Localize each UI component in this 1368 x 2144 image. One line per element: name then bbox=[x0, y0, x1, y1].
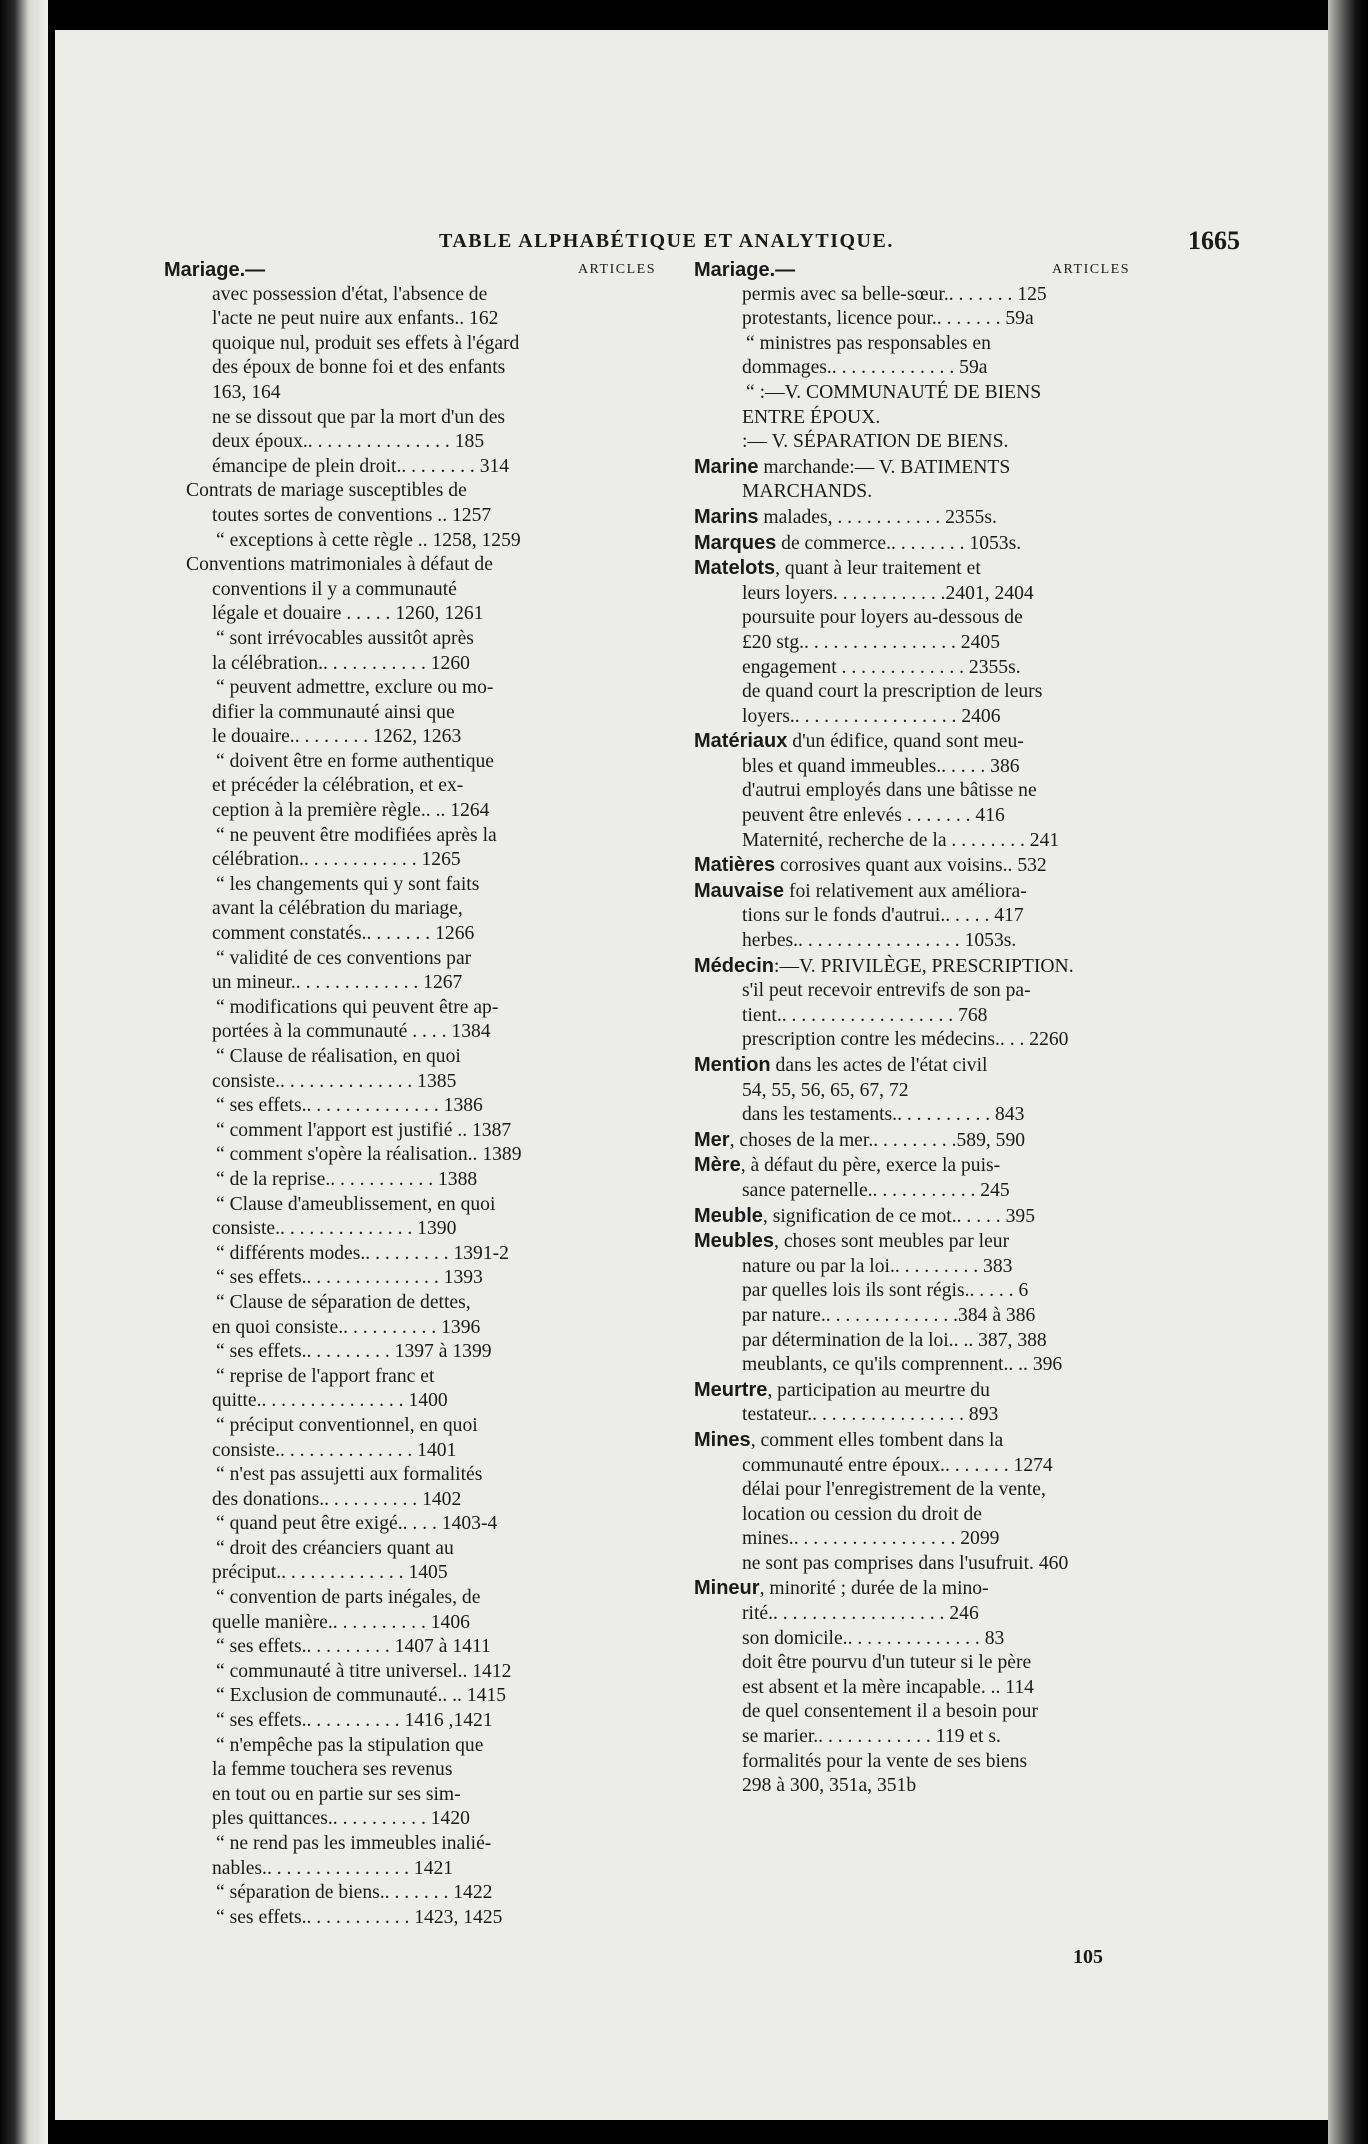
index-line: des époux de bonne foi et des enfants bbox=[212, 357, 506, 379]
index-line: 298 à 300, 351a, 351b bbox=[742, 1775, 917, 1797]
index-line: nables.. . . . . . . . . . . . . . . 1421 bbox=[212, 1857, 454, 1879]
index-line: célébration.. . . . . . . . . . . . 1265 bbox=[212, 849, 461, 871]
index-line: “ n'empêche pas la stipulation que bbox=[216, 1734, 484, 1756]
index-line: “ ses effets.. . . . . . . . . 1407 à 1411 bbox=[216, 1636, 491, 1658]
index-line: herbes.. . . . . . . . . . . . . . . . . 1053s. bbox=[742, 930, 1017, 952]
index-line: “ comment s'opère la réalisation.. 1389 bbox=[216, 1144, 522, 1166]
articles-label: ARTICLES bbox=[1051, 262, 1130, 277]
index-line: Marine marchande:— V. BATIMENTS bbox=[694, 455, 1011, 478]
index-line: nature ou par la loi.. . . . . . . . . 383 bbox=[742, 1255, 1013, 1277]
index-entries bbox=[694, 283, 1130, 1799]
index-line: consiste.. . . . . . . . . . . . . . 1385 bbox=[212, 1070, 457, 1092]
index-line: £20 stg.. . . . . . . . . . . . . . . . 2405 bbox=[742, 631, 1000, 653]
index-line: la femme touchera ses revenus bbox=[212, 1759, 453, 1781]
index-line: “ ses effets.. . . . . . . . . 1397 à 1399 bbox=[216, 1341, 492, 1363]
index-line: “ ministres pas responsables en bbox=[746, 332, 991, 354]
index-line: engagement . . . . . . . . . . . . . 2355s. bbox=[742, 656, 1021, 678]
index-line: MARCHANDS. bbox=[742, 481, 873, 503]
index-line: “ communauté à titre universel.. 1412 bbox=[216, 1660, 512, 1682]
index-line: s'il peut recevoir entrevifs de son pa- bbox=[742, 980, 1031, 1002]
index-line: émancipe de plein droit.. . . . . . . . 314 bbox=[212, 455, 510, 477]
index-line: “ ses effets.. . . . . . . . . . . . . . 1386 bbox=[216, 1095, 483, 1117]
index-line: peuvent être enlevés . . . . . . . 416 bbox=[742, 805, 1005, 827]
index-line: tient.. . . . . . . . . . . . . . . . . . 768 bbox=[742, 1004, 988, 1026]
index-line: “ ses effets.. . . . . . . . . . . 1423, 1425 bbox=[216, 1906, 503, 1928]
index-line: comment constatés.. . . . . . . 1266 bbox=[212, 923, 475, 945]
index-line: Marques de commerce.. . . . . . . . 1053s. bbox=[694, 531, 1022, 554]
index-line: est absent et la mère incapable. .. 114 bbox=[742, 1676, 1034, 1698]
index-line: ne se dissout que par la mort d'un des bbox=[212, 406, 506, 428]
index-line: ENTRE ÉPOUX. bbox=[742, 406, 881, 428]
index-line: bles et quand immeubles.. . . . . 386 bbox=[742, 755, 1020, 777]
index-line: “ sont irrévocables aussitôt après bbox=[216, 627, 474, 649]
index-line: “ quand peut être exigé.. . . . 1403-4 bbox=[216, 1513, 498, 1535]
index-line: Médecin:—V. PRIVILÈGE, PRESCRIPTION. bbox=[694, 954, 1074, 977]
index-line: poursuite pour loyers au-dessous de bbox=[742, 607, 1023, 629]
index-line: “ préciput conventionnel, en quoi bbox=[216, 1414, 478, 1436]
index-line: conventions il y a communauté bbox=[212, 578, 457, 600]
index-heading: Mariage.— bbox=[164, 259, 266, 281]
index-line: mines.. . . . . . . . . . . . . . . . . 2099 bbox=[742, 1528, 1000, 1550]
index-line: Maternité, recherche de la . . . . . . . . 241 bbox=[742, 829, 1060, 851]
index-line: consiste.. . . . . . . . . . . . . . 1390 bbox=[212, 1218, 457, 1240]
index-line: des donations.. . . . . . . . . . 1402 bbox=[212, 1488, 462, 1510]
index-line: “ Exclusion de communauté.. .. 1415 bbox=[216, 1685, 507, 1707]
column-head bbox=[164, 258, 656, 283]
index-line: dans les testaments.. . . . . . . . . . 843 bbox=[742, 1104, 1025, 1126]
index-line: Meubles, choses sont meubles par leur bbox=[694, 1230, 1010, 1253]
index-line: “ n'est pas assujetti aux formalités bbox=[216, 1464, 483, 1486]
index-line: rité.. . . . . . . . . . . . . . . . . . 246 bbox=[742, 1603, 979, 1625]
index-line: “ les changements qui y sont faits bbox=[216, 873, 480, 895]
index-line: leurs loyers. . . . . . . . . . . .2401, 2404 bbox=[742, 582, 1034, 604]
index-line: prescription contre les médecins.. . . 2260 bbox=[742, 1029, 1069, 1051]
index-line: “ ses effets.. . . . . . . . . . 1416 ,1421 bbox=[216, 1710, 493, 1732]
index-line: se marier.. . . . . . . . . . . . 119 et s. bbox=[742, 1726, 1001, 1748]
index-line: “ Clause d'ameublissement, en quoi bbox=[216, 1193, 496, 1215]
index-line: un mineur.. . . . . . . . . . . . . 1267 bbox=[212, 972, 463, 994]
index-line: son domicile.. . . . . . . . . . . . . . 83 bbox=[742, 1627, 1005, 1649]
index-line: deux époux.. . . . . . . . . . . . . . . 185 bbox=[212, 431, 485, 453]
index-line: par détermination de la loi.. .. 387, 388 bbox=[742, 1329, 1047, 1351]
index-line: toutes sortes de conventions .. 1257 bbox=[212, 504, 492, 526]
index-line: “ séparation de biens.. . . . . . . 1422 bbox=[216, 1882, 493, 1904]
index-line: “ comment l'apport est justifié .. 1387 bbox=[216, 1119, 512, 1141]
index-line: “ droit des créanciers quant au bbox=[216, 1537, 454, 1559]
index-line: de quel consentement il a besoin pour bbox=[742, 1701, 1039, 1723]
index-line: portées à la communauté . . . . 1384 bbox=[212, 1021, 491, 1043]
index-line: formalités pour la vente de ses biens bbox=[742, 1750, 1028, 1772]
index-line: Conventions matrimoniales à défaut de bbox=[186, 554, 493, 576]
index-line: Mer, choses de la mer.. . . . . . . . .589, 590 bbox=[694, 1128, 1026, 1151]
index-entries bbox=[164, 283, 656, 1931]
index-line: légale et douaire . . . . . 1260, 1261 bbox=[212, 603, 484, 625]
index-line: communauté entre époux.. . . . . . . 1274 bbox=[742, 1454, 1053, 1476]
index-line: “ modifications qui peuvent être ap- bbox=[216, 996, 499, 1018]
index-line: le douaire.. . . . . . . . 1262, 1263 bbox=[212, 726, 462, 748]
index-line: “ convention de parts inégales, de bbox=[216, 1587, 481, 1609]
index-line: avant la célébration du mariage, bbox=[212, 898, 463, 920]
index-line: “ ne peuvent être modifiées après la bbox=[216, 824, 497, 846]
index-line: Matériaux d'un édifice, quand sont meu- bbox=[694, 730, 1024, 753]
index-line: tions sur le fonds d'autrui.. . . . . 417 bbox=[742, 905, 1024, 927]
index-line: quoique nul, produit ses effets à l'égard bbox=[212, 332, 520, 354]
index-line: “ peuvent admettre, exclure ou mo- bbox=[216, 677, 494, 699]
index-line: consiste.. . . . . . . . . . . . . . 1401 bbox=[212, 1439, 457, 1461]
index-line: 163, 164 bbox=[212, 381, 281, 403]
index-line: Matières corrosives quant aux voisins.. 532 bbox=[694, 854, 1047, 877]
index-line: par nature.. . . . . . . . . . . . . .384 à 386 bbox=[742, 1304, 1036, 1326]
index-line: Meuble, signification de ce mot.. . . . . 395 bbox=[694, 1204, 1035, 1227]
right-gutter bbox=[1328, 0, 1368, 2144]
index-line: testateur.. . . . . . . . . . . . . . . . 893 bbox=[742, 1404, 999, 1426]
index-line: préciput.. . . . . . . . . . . . . 1405 bbox=[212, 1562, 448, 1584]
index-column-left bbox=[164, 258, 656, 1930]
index-line: 54, 55, 56, 65, 67, 72 bbox=[742, 1079, 909, 1101]
index-line: Contrats de mariage susceptibles de bbox=[186, 480, 467, 502]
index-line: Matelots, quant à leur traitement et bbox=[694, 557, 981, 580]
index-line: location ou cession du droit de bbox=[742, 1503, 982, 1525]
index-line: “ Clause de réalisation, en quoi bbox=[216, 1046, 461, 1067]
index-line: sance paternelle.. . . . . . . . . . . 245 bbox=[742, 1179, 1010, 1201]
index-line: par quelles lois ils sont régis.. . . . . 6 bbox=[742, 1280, 1029, 1302]
index-line: difier la communauté ainsi que bbox=[212, 701, 455, 723]
left-gutter bbox=[0, 0, 48, 2144]
index-line: protestants, licence pour.. . . . . . . 59a bbox=[742, 308, 1034, 330]
index-line: quitte.. . . . . . . . . . . . . . . 1400 bbox=[212, 1390, 448, 1412]
index-heading: Mariage.— bbox=[694, 259, 796, 281]
index-line: “ doivent être en forme authentique bbox=[216, 750, 495, 772]
index-line: dommages.. . . . . . . . . . . . . 59a bbox=[742, 357, 988, 379]
index-line: ception à la première règle.. .. 1264 bbox=[212, 800, 490, 822]
articles-label: ARTICLES bbox=[577, 262, 656, 277]
index-line: en tout ou en partie sur ses sim- bbox=[212, 1783, 461, 1805]
column-head bbox=[694, 258, 1130, 283]
index-line: “ ses effets.. . . . . . . . . . . . . . 1393 bbox=[216, 1267, 483, 1289]
index-line: “ ne rend pas les immeubles inalié- bbox=[216, 1833, 492, 1854]
index-line: Mention dans les actes de l'état civil bbox=[694, 1054, 988, 1076]
index-line: “ Clause de séparation de dettes, bbox=[216, 1291, 471, 1313]
signature-mark: 105 bbox=[1073, 1946, 1103, 1968]
index-line: Marins malades, . . . . . . . . . . . 2355s. bbox=[694, 505, 997, 528]
index-line: Mauvaise foi relativement aux améliora- bbox=[694, 879, 1027, 902]
index-line: “ :—V. COMMUNAUTÉ DE BIENS bbox=[746, 381, 1042, 403]
index-line: et précéder la célébration, et ex- bbox=[212, 775, 464, 797]
page-number: 1665 bbox=[1188, 226, 1240, 255]
index-line: Meurtre, participation au meurtre du bbox=[694, 1378, 990, 1401]
index-column-right bbox=[694, 258, 1130, 1799]
index-line: permis avec sa belle-sœur.. . . . . . . 125 bbox=[742, 283, 1047, 305]
index-line: d'autrui employés dans une bâtisse ne bbox=[742, 780, 1037, 802]
index-line: “ reprise de l'apport franc et bbox=[216, 1365, 435, 1387]
index-line: :— V. SÉPARATION DE BIENS. bbox=[742, 431, 1009, 453]
index-line: en quoi consiste.. . . . . . . . . . 1396 bbox=[212, 1316, 481, 1338]
index-line: délai pour l'enregistrement de la vente, bbox=[742, 1479, 1046, 1501]
index-line: “ validité de ces conventions par bbox=[216, 947, 472, 969]
index-line: meublants, ce qu'ils comprennent.. .. 396 bbox=[742, 1354, 1063, 1376]
index-line: doit être pourvu d'un tuteur si le père bbox=[742, 1652, 1032, 1674]
index-line: Mineur, minorité ; durée de la mino- bbox=[694, 1577, 989, 1600]
index-line: loyers.. . . . . . . . . . . . . . . . . 2406 bbox=[742, 705, 1001, 727]
index-line: l'acte ne peut nuire aux enfants.. 162 bbox=[212, 308, 499, 330]
index-line: Mines, comment elles tombent dans la bbox=[694, 1428, 1004, 1451]
index-line: quelle manière.. . . . . . . . . . 1406 bbox=[212, 1611, 470, 1633]
index-line: “ exceptions à cette règle .. 1258, 1259 bbox=[216, 529, 521, 551]
index-line: Mère, à défaut du père, exerce la puis- bbox=[694, 1154, 1001, 1177]
index-line: ne sont pas comprises dans l'usufruit. 460 bbox=[742, 1552, 1069, 1574]
index-line: de quand court la prescription de leurs bbox=[742, 681, 1043, 703]
index-line: “ différents modes.. . . . . . . . . 1391-2 bbox=[216, 1242, 509, 1264]
index-line: la célébration.. . . . . . . . . . . 1260 bbox=[212, 652, 470, 674]
running-header bbox=[55, 226, 1335, 260]
page-title: TABLE ALPHABÉTIQUE ET ANALYTIQUE. bbox=[439, 230, 894, 252]
index-line: ples quittances.. . . . . . . . . . 1420 bbox=[212, 1808, 470, 1830]
index-line: “ de la reprise.. . . . . . . . . . . 1388 bbox=[216, 1168, 478, 1190]
index-line: avec possession d'état, l'absence de bbox=[212, 283, 488, 305]
